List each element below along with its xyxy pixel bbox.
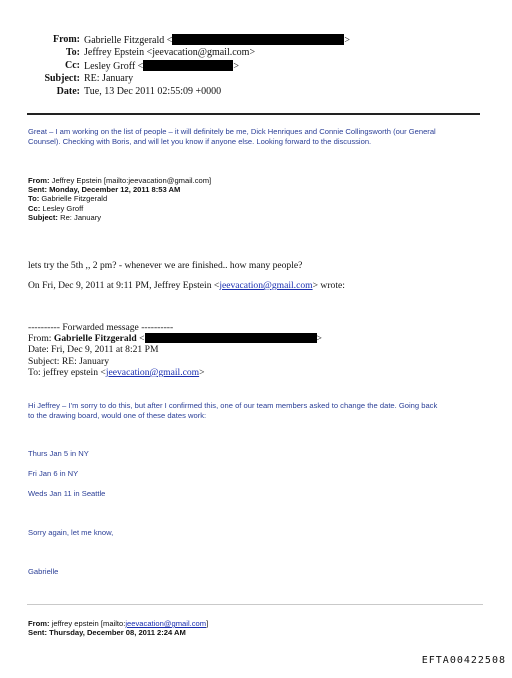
forwarded-from-row: [28, 333, 322, 344]
forwarded-subject-row: Subject: RE: January: [28, 355, 109, 367]
forwarded-block: [28, 322, 322, 378]
reply-line: Counsel). Checking with Boris, and will let you know if anyone else. Looking forward to the discussion.: [28, 137, 372, 146]
date-option: Fri Jan 6 in NY: [28, 469, 79, 478]
quoted-to-row: [28, 194, 211, 203]
quoted-header: [28, 176, 211, 222]
subject-value: RE: January: [84, 73, 134, 84]
quoted-from-value: Jeffrey Epstein [mailto:jeevacation@gmail.com]: [51, 176, 212, 185]
from-label: From:: [52, 34, 80, 45]
original-message: [28, 401, 437, 421]
redaction-bar: [145, 333, 317, 343]
subject-label: Subject:: [44, 73, 80, 84]
reply-message: [28, 127, 436, 147]
email-link[interactable]: jeevacation@gmail.com: [219, 280, 313, 291]
forwarded-from-open: <: [136, 333, 145, 345]
date-option: Weds Jan 11 in Seattle: [28, 489, 106, 498]
quoted-subject-label: Subject:: [28, 212, 58, 222]
quoted-sent-row: [28, 185, 211, 194]
to-label: To:: [65, 47, 80, 58]
reply-line: Great – I am working on the list of people – it will definitely be me, Dick Henriques and Connie Collingsworth (our General: [28, 127, 436, 136]
redaction-bar: [172, 34, 344, 45]
from-suffix: >: [344, 35, 351, 46]
quoted2-sent-label: Sent:: [28, 628, 47, 638]
document-stamp: EFTA00422508: [421, 655, 506, 666]
from-value: [84, 34, 350, 47]
cc-label: Cc:: [65, 60, 80, 71]
date-label: Date:: [56, 86, 80, 97]
quoted-to-value: Gabrielle Fitzgerald: [41, 194, 108, 204]
quoted-cc-row: [28, 204, 211, 213]
quoted-from-row: [28, 176, 211, 185]
apology-line: Sorry again, let me know,: [28, 528, 114, 537]
forwarded-to-suffix: >: [199, 366, 205, 378]
forwarded-from-name: Gabrielle Fitzgerald: [53, 333, 137, 345]
to-value: Jeffrey Epstein <jeevacation@gmail.com>: [84, 47, 256, 58]
quoted2-from-row: [28, 619, 208, 628]
quoted-subject-value: Re: January: [60, 212, 102, 222]
from-name: Gabrielle Fitzgerald <: [84, 35, 173, 46]
quoted-to-label: To:: [28, 194, 40, 204]
date-value: Tue, 13 Dec 2011 02:55:09 +0000: [84, 86, 222, 97]
wrote-prefix: On Fri, Dec 9, 2011 at 9:11 PM, Jeffrey Epstein <: [28, 280, 220, 291]
quote-divider: [27, 604, 483, 605]
cc-value: [84, 60, 239, 73]
date-option: Thurs Jan 5 in NY: [28, 449, 89, 458]
forwarded-from-close: >: [316, 333, 322, 345]
message-line: to the drawing board, would one of these dates work:: [28, 411, 207, 420]
quoted-from-label: From:: [28, 176, 50, 185]
email-link[interactable]: jeevacation@gmail.com: [105, 366, 200, 378]
forwarded-to-prefix: To: jeffrey epstein <: [28, 366, 106, 378]
cc-suffix: >: [233, 61, 239, 72]
redaction-bar: [143, 60, 233, 71]
email-link[interactable]: jeevacation@gmail.com: [125, 619, 207, 628]
quoted-cc-value: Lesley Groff: [42, 203, 84, 213]
wrote-line: [28, 280, 345, 291]
quoted2-from-label: From:: [28, 619, 50, 628]
message-line: Hi Jeffrey – I’m sorry to do this, but after I confirmed this, one of our team members asked to change the date. Going back: [28, 401, 438, 410]
quoted-sent-label: Sent:: [28, 185, 47, 195]
signature: Gabrielle: [28, 567, 59, 576]
quoted2-sent-row: [28, 628, 208, 637]
quoted-cc-label: Cc:: [28, 203, 41, 213]
forwarded-date-row: Date: Fri, Dec 9, 2011 at 8:21 PM: [28, 344, 159, 356]
quoted2-from-value: jeffrey epstein [mailto:: [51, 619, 126, 628]
quoted-subject-row: [28, 213, 211, 222]
body-text: lets try the 5th ,, 2 pm? - whenever we are finished.. how many people?: [28, 260, 303, 271]
cc-name: Lesley Groff <: [84, 61, 144, 72]
forwarded-from-label: From:: [28, 333, 52, 345]
wrote-suffix: > wrote:: [312, 280, 345, 291]
quoted-header-2: [28, 619, 208, 637]
header-divider: [27, 113, 480, 115]
forwarded-banner: ---------- Forwarded message ----------: [28, 322, 174, 333]
forwarded-to-row: [28, 367, 322, 378]
quoted2-from-close: ]: [206, 619, 209, 628]
quoted-sent-value: Monday, December 12, 2011 8:53 AM: [49, 185, 181, 195]
quoted2-sent-value: Thursday, December 08, 2011 2:24 AM: [49, 628, 186, 638]
